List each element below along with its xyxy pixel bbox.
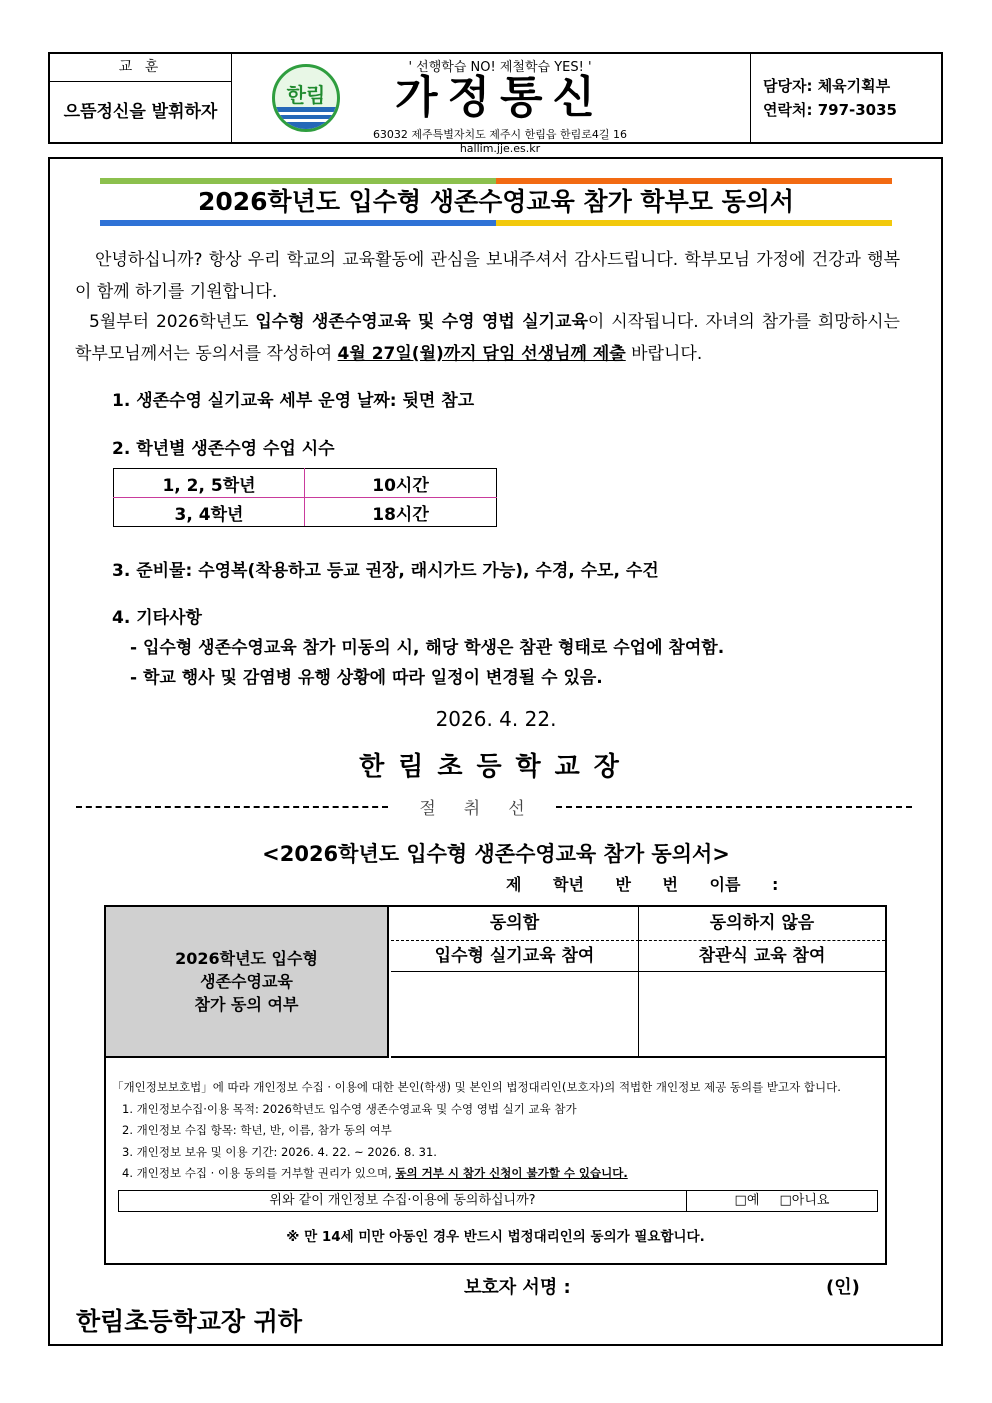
student-info-line[interactable]: 제 학년 반 번 이름 : — [506, 875, 779, 894]
disagree-mark-cell[interactable] — [639, 972, 885, 1058]
hours-cell: 10시간 — [305, 469, 497, 498]
hours-table — [113, 468, 497, 527]
etc-note-2: - 학교 행사 및 감염병 유행 상황에 따라 일정이 변경될 수 있음. — [130, 668, 603, 688]
banner-bar — [496, 220, 892, 226]
text-run: 바랍니다. — [625, 344, 703, 364]
wave-icon — [275, 107, 337, 129]
label-line: 참가 동의 여부 — [194, 995, 299, 1014]
consent-label-cell — [106, 907, 389, 1058]
privacy-item: 1. 개인정보수집·이용 목적: 2026학년도 입수영 생존수영교육 및 수영 영법 실기 교육 참가 — [122, 1101, 577, 1116]
table-row — [114, 469, 497, 498]
consent-form — [104, 905, 887, 1265]
privacy-item: 3. 개인정보 보유 및 이용 기간: 2026. 4. 22. ~ 2026. 8. 31. — [122, 1144, 437, 1159]
item-etc: 4. 기타사항 — [112, 608, 202, 628]
label-line: 2026학년도 입수형 — [175, 949, 318, 968]
course-name: 입수형 생존수영교육 및 수영 영법 실기교육 — [255, 312, 588, 332]
text-run: 이 시작됩니다. 자녀의 참가를 희망하시는 학부모님께서는 동의서를 작성하여 — [75, 312, 900, 364]
school-logo — [272, 64, 340, 132]
agree-header: 동의함 — [391, 907, 639, 941]
item-schedule: 1. 생존수영 실기교육 세부 운영 날짜: 뒷면 참고 — [112, 391, 475, 411]
contact-box — [750, 54, 943, 142]
phone: 연락처: 797-3035 — [763, 101, 897, 119]
privacy-notice — [112, 1077, 882, 1185]
addressee: 한림초등학교장 귀하 — [76, 1307, 303, 1336]
agree-mark-cell[interactable] — [391, 972, 639, 1058]
cut-line — [556, 806, 912, 808]
form-title: <2026학년도 입수형 생존수영교육 참가 동의서> — [262, 842, 730, 866]
refusal-warning: 동의 거부 시 참가 신청이 불가할 수 있습니다. — [395, 1166, 628, 1180]
privacy-lead: 「개인정보보호법」에 따라 개인정보 수집 · 이용에 대한 본인(학생) 및 본인의 법정대리인(보호자)의 적법한 개인정보 제공 동의를 받고자 합니다. — [112, 1080, 841, 1094]
guardian-signature-field[interactable]: 보호자 서명 : — [464, 1277, 571, 1298]
slogan: ' 선행학습 NO! 제철학습 YES! ' — [408, 60, 592, 75]
privacy-checkboxes[interactable]: □예 □아니요 — [734, 1193, 830, 1208]
motto-label: 교 훈 — [50, 54, 231, 82]
cut-label: 절취선 — [419, 799, 553, 819]
grade-cell: 1, 2, 5학년 — [114, 469, 305, 498]
grade-cell: 3, 4학년 — [114, 498, 305, 527]
table-row — [114, 498, 497, 527]
deadline: 4월 27일(월)까지 담임 선생님께 제출 — [337, 344, 626, 364]
school-address: 63032 제주특별자치도 제주시 한림읍 한림로4길 16 hallim.jje.es.kr — [372, 128, 628, 155]
intro-paragraph-1: 안녕하십니까? 항상 우리 학교의 교육활동에 관심을 보내주셔서 감사드립니다. 학부모님 가정에 건강과 행복이 함께 하기를 기원합니다. — [75, 250, 900, 302]
text-run: 5월부터 2026학년도 — [89, 312, 256, 332]
newsletter-title: 가정통신 — [394, 72, 605, 123]
privacy-item — [112, 1163, 882, 1185]
etc-note-1: - 입수형 생존수영교육 참가 미동의 시, 해당 학생은 참관 형태로 수업에 참여함. — [130, 638, 725, 658]
cut-line — [76, 806, 388, 808]
manager: 담당자: 체육기획부 — [763, 77, 891, 95]
disagree-header: 동의하지 않음 — [639, 907, 885, 941]
item-hours: 2. 학년별 생존수영 수업 시수 — [112, 439, 335, 459]
intro-paragraph-2 — [75, 306, 900, 370]
privacy-question: 위와 같이 개인정보 수집·이용에 동의하십니까? — [119, 1191, 687, 1211]
privacy-consent-row — [118, 1190, 878, 1212]
motto-box — [50, 54, 232, 142]
motto-text: 으뜸정신을 발휘하자 — [63, 102, 218, 122]
title-banner — [100, 178, 892, 226]
label-line: 생존수영교육 — [200, 972, 293, 991]
document-title: 2026학년도 입수형 생존수영교육 참가 학부모 동의서 — [197, 187, 795, 216]
seal-mark: (인) — [826, 1277, 860, 1298]
issue-date: 2026. 4. 22. — [435, 707, 557, 731]
banner-bar — [100, 220, 496, 226]
newsletter-header — [48, 52, 943, 155]
consent-label — [106, 947, 387, 1016]
agree-subheader: 입수형 실기교육 참여 — [391, 941, 639, 972]
text-run: 4. 개인정보 수집 · 이용 동의를 거부할 권리가 있으며, — [122, 1166, 396, 1180]
item-supplies: 3. 준비물: 수영복(착용하고 등교 권장, 래시가드 가능), 수경, 수모, 수건 — [112, 561, 659, 581]
guardian-notice: ※ 만 14세 미만 아동인 경우 반드시 법정대리인의 동의가 필요합니다. — [286, 1229, 705, 1245]
disagree-subheader: 참관식 교육 참여 — [639, 941, 885, 972]
privacy-item: 2. 개인정보 수집 항목: 학년, 반, 이름, 참가 동의 여부 — [122, 1123, 392, 1137]
principal-name: 한림초등학교장 — [359, 752, 633, 782]
logo-text: 한림 — [286, 83, 326, 107]
hours-cell: 18시간 — [305, 498, 497, 527]
